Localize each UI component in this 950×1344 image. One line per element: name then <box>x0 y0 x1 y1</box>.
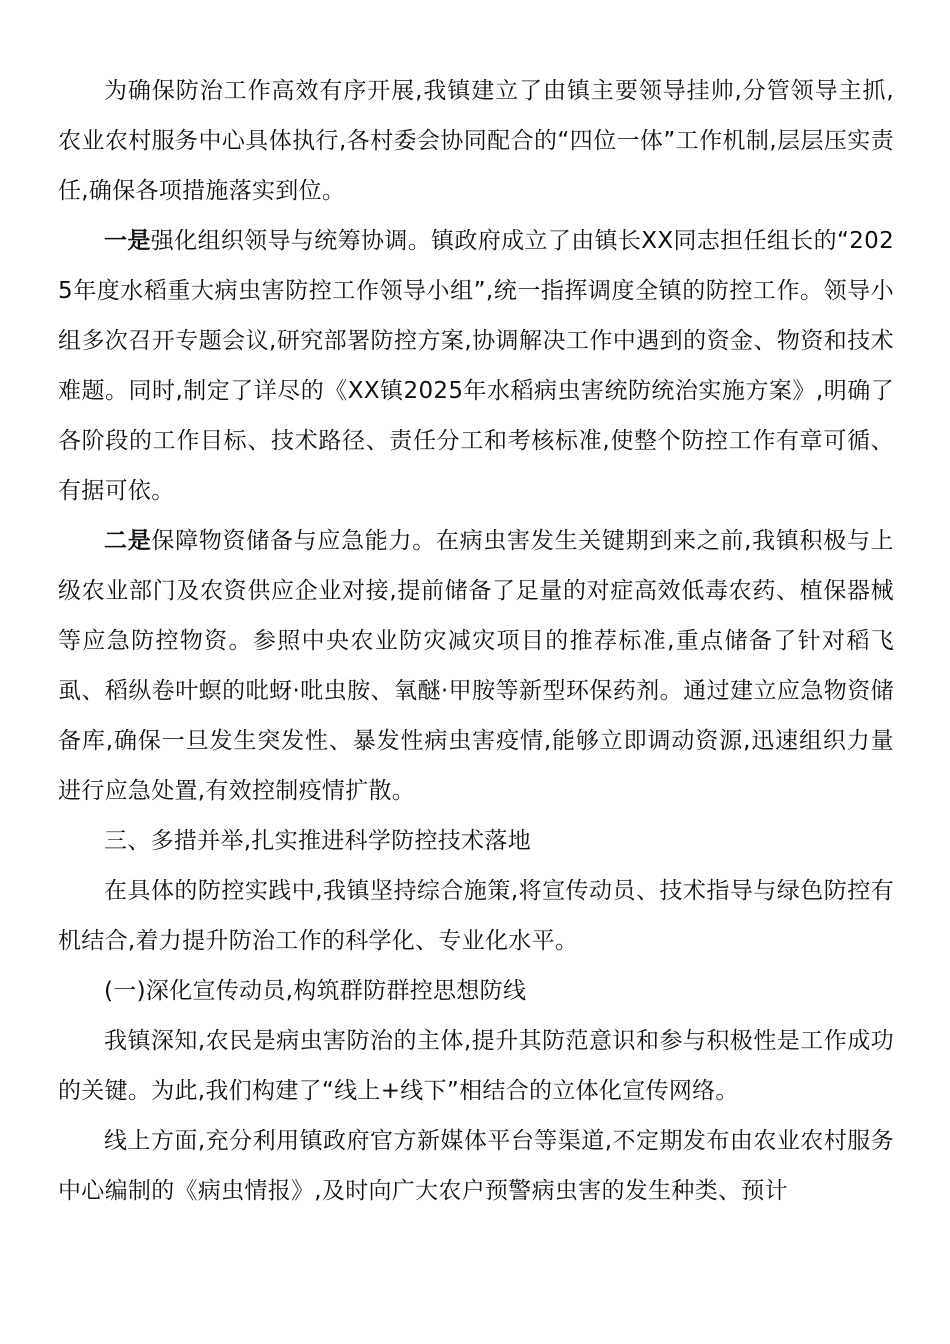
paragraph-text: 我镇深知,农民是病虫害防治的主体,提升其防范意识和参与积极性是工作成功的关键。为此,我们构建了“线上+线下”相结合的立体化宣传网络。 <box>58 1028 894 1104</box>
paragraph-lead: 一是 <box>104 228 151 254</box>
paragraph-text: 为确保防治工作高效有序开展,我镇建立了由镇主要领导挂帅,分管领导主抓,农业农村服务中心具体执行,各村委会协同配合的“四位一体”工作机制,层层压实责任,确保各项措施落实到位。 <box>58 78 894 204</box>
document-page <box>58 66 894 1216</box>
paragraph-practice <box>58 866 894 966</box>
paragraph-text: 线上方面,充分利用镇政府官方新媒体平台等渠道,不定期发布由农业农村服务中心编制的《病虫情报》,及时向广大农户预警病虫害的发生种类、预计 <box>58 1128 894 1204</box>
paragraph-text: 在具体的防控实践中,我镇坚持综合施策,将宣传动员、技术指导与绿色防控有机结合,着力提升防治工作的科学化、专业化水平。 <box>58 878 894 954</box>
paragraph-lead: 二是 <box>104 528 152 554</box>
paragraph-publicity <box>58 1016 894 1116</box>
subsection-heading-one <box>58 966 894 1016</box>
paragraph-material-reserve <box>58 516 894 816</box>
paragraph-online <box>58 1116 894 1216</box>
paragraph-text: 强化组织领导与统筹协调。镇政府成立了由镇长XX同志担任组长的“2025年度水稻重大病虫害防控工作领导小组”,统一指挥调度全镇的防控工作。领导小组多次召开专题会议,研究部署防控方案,协调解决工作中遇到的资金、物资和技术难题。同时,制定了详尽的《XX镇2025年水稻病虫害统防统治实施方案》,明确了各阶段的工作目标、技术路径、责任分工和考核标准,使整个防控工作有章可循、有据可依。 <box>58 228 895 504</box>
heading-text: (一)深化宣传动员,构筑群防群控思想防线 <box>104 978 527 1004</box>
paragraph-mechanism <box>58 66 894 216</box>
heading-text: 三、多措并举,扎实推进科学防控技术落地 <box>104 828 532 854</box>
paragraph-text: 保障物资储备与应急能力。在病虫害发生关键期到来之前,我镇积极与上级农业部门及农资供应企业对接,提前储备了足量的对症高效低毒农药、植保器械等应急防控物资。参照中央农业防灾减灾项目的推荐标准,重点储备了针对稻飞虱、稻纵卷叶螟的吡蚜·吡虫胺、氧醚·甲胺等新型环保药剂。通过建立应急物资储备库,确保一旦发生突发性、暴发性病虫害疫情,能够立即调动资源,迅速组织力量进行应急处置,有效控制疫情扩散。 <box>58 528 894 804</box>
section-heading-three <box>58 816 894 866</box>
paragraph-organization-leadership <box>58 216 894 516</box>
